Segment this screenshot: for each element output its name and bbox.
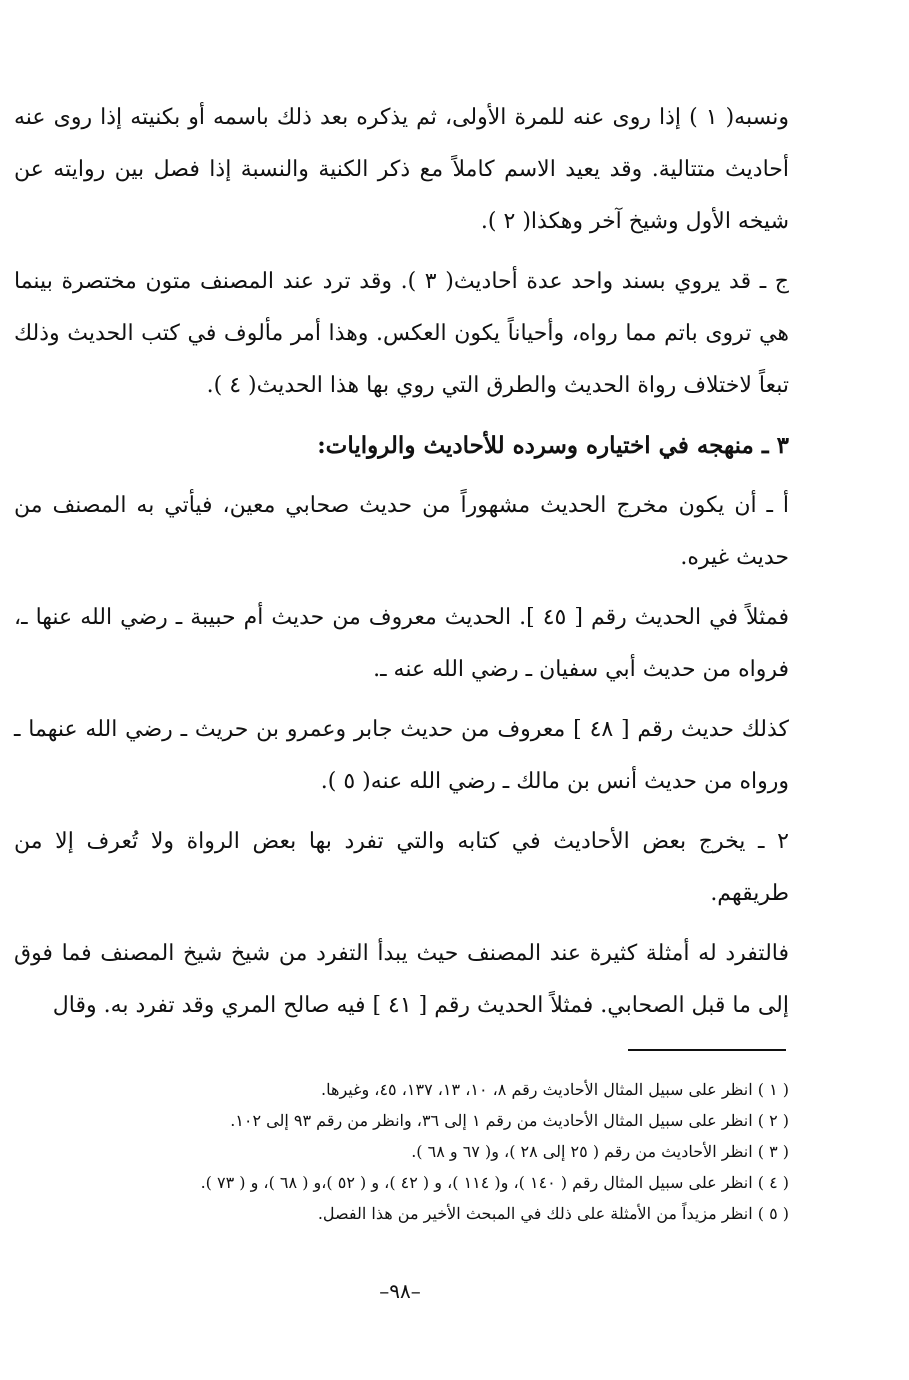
paragraph-6: ٢ ـ يخرج بعض الأحاديث في كتابه والتي تفرد بها بعض الرواة ولا تُعرف إلا من طريقهم. [14, 829, 789, 906]
paragraph-7: فالتفرد له أمثلة كثيرة عند المصنف حيث يبدأ التفرد من شيخ شيخ المصنف فما فوق إلى ما قبل الصحابي. فمثلاً الحديث رقم [ ٤١ ] فيه صالح المري وقد تفرد به. وقال [14, 941, 789, 1018]
footnote-1: ( ١ ) انظر على سبيل المثال الأحاديث رقم ٨، ١٠، ١٣، ١٣٧، ٤٥، وغيرها. [321, 1080, 789, 1099]
paragraph-3: أ ـ أن يكون مخرج الحديث مشهوراً من حديث صحابي معين، فيأتي به المصنف من حديث غيره. [14, 493, 789, 570]
footnote-3: ( ٣ ) انظر الأحاديث من رقم ( ٢٥ إلى ٢٨ )، و( ٦٧ و ٦٨ ). [411, 1142, 789, 1161]
paragraph-2: ج ـ قد يروي بسند واحد عدة أحاديث( ٣ ). وقد ترد عند المصنف متون مختصرة بينما هي تروى باتم مما رواه، وأحياناً يكون العكس. وهذا أمر مألوف في كتب الحديث وذلك تبعاً لاختلاف رواة الحديث والطرق التي روي بها هذا الحديث( ٤ ). [14, 269, 789, 398]
footnotes [60, 1074, 789, 1229]
paragraph-1: ونسبه( ١ ) إذا روى عنه للمرة الأولى، ثم يذكره بعد ذلك باسمه أو بكنيته إذا روى عنه أحاديث متتالية. وقد يعيد الاسم كاملاً مع ذكر الكنية والنسبة إذا فصل بين روايته عن شيخه الأول وشيخ آخر وهكذا( ٢ ). [14, 105, 789, 234]
footnote-5: ( ٥ ) انظر مزيداً من الأمثلة على ذلك في المبحث الأخير من هذا الفصل. [317, 1204, 789, 1223]
section-heading: ٣ ـ منهجه في اختياره وسرده للأحاديث والروايات: [317, 432, 789, 459]
main-text [14, 92, 789, 1040]
footnote-2: ( ٢ ) انظر على سبيل المثال الأحاديث من رقم ١ إلى ٣٦، وانظر من رقم ٩٣ إلى ١٠٢. [230, 1111, 789, 1130]
page-number: –٩٨– [379, 1279, 421, 1303]
footnote-separator [628, 1049, 786, 1051]
paragraph-5: كذلك حديث رقم [ ٤٨ ] معروف من حديث جابر وعمرو بن حريث ـ رضي الله عنهما ـ ورواه من حديث أنس بن مالك ـ رضي الله عنه( ٥ ). [14, 717, 790, 794]
paragraph-4: فمثلاً في الحديث رقم [ ٤٥ ]. الحديث معروف من حديث أم حبيبة ـ رضي الله عنها ـ، فرواه من حديث أبي سفيان ـ رضي الله عنه ـ. [14, 605, 789, 682]
footnote-4: ( ٤ ) انظر على سبيل المثال رقم ( ١٤٠ )، و( ١١٤ )، و ( ٤٢ )، و ( ٥٢ )،و ( ٦٨ )، و ( ٧٣ ). [200, 1173, 789, 1192]
